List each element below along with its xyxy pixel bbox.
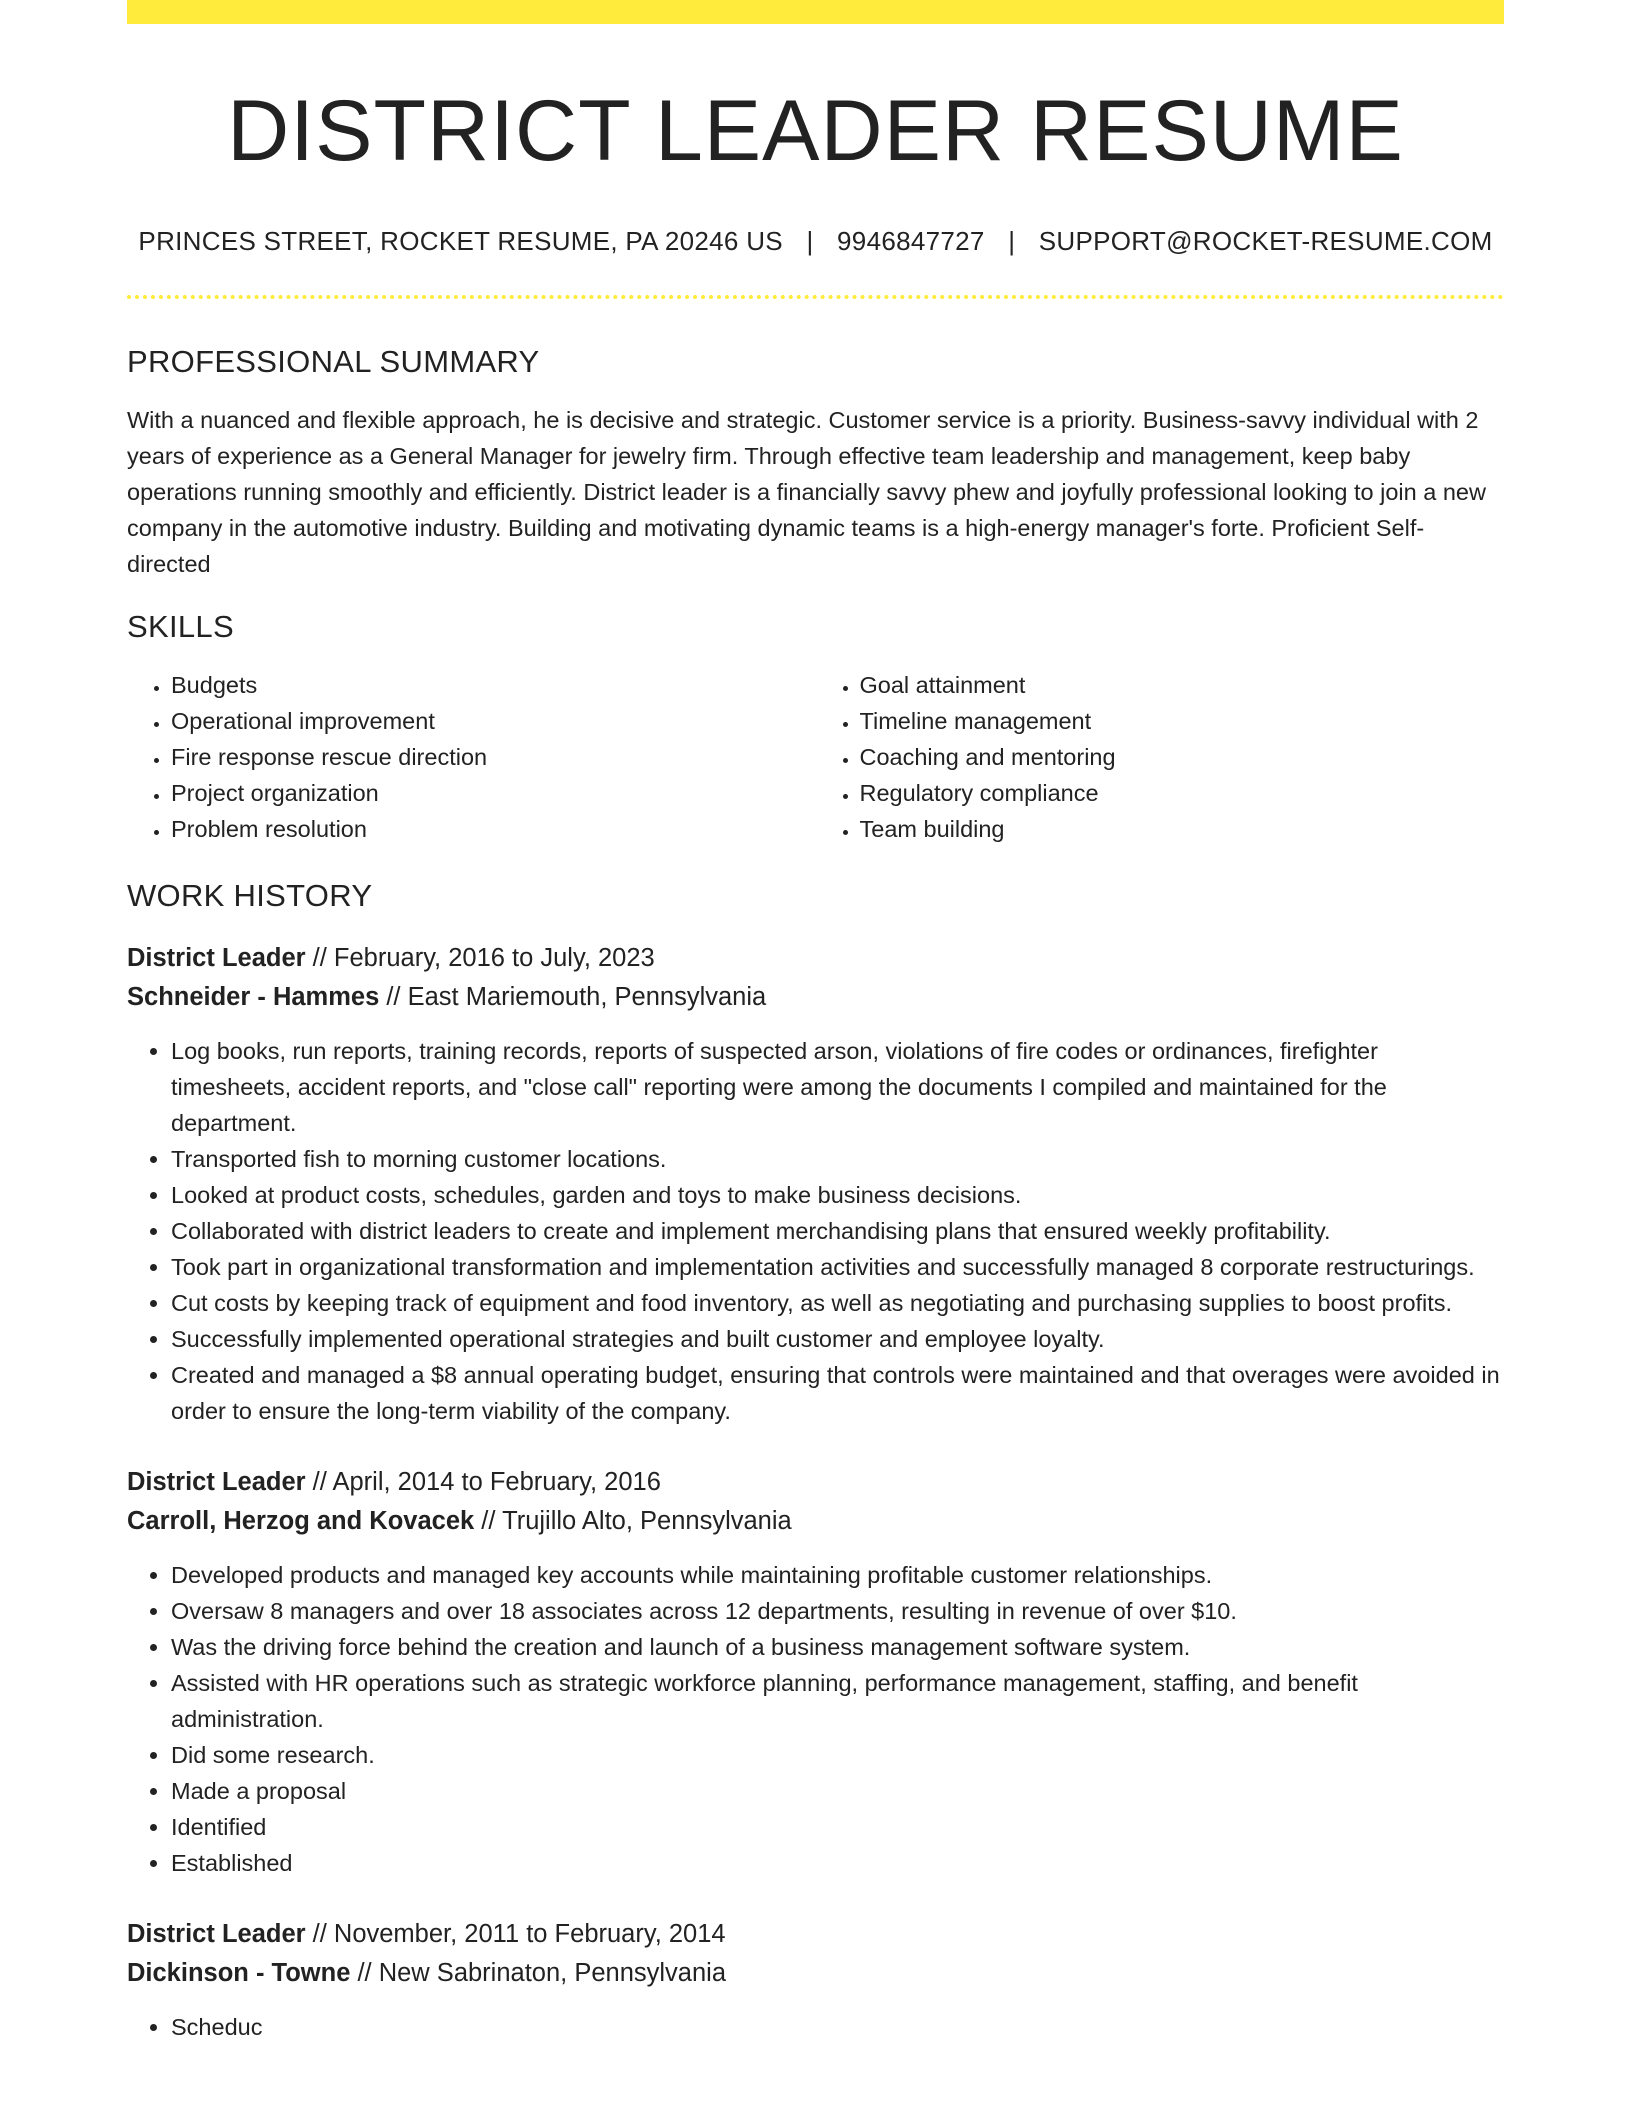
- job-location: // Trujillo Alto, Pennsylvania: [474, 1506, 792, 1535]
- job-company-line: [127, 1954, 1504, 1993]
- job-entry: [127, 939, 1504, 1429]
- skill-item: • Goal attainment: [860, 667, 1505, 703]
- job-bullet: • Cut costs by keeping track of equipment and food inventory, as well as negotiating and purchasing supplies to boost profits.: [171, 1285, 1504, 1321]
- top-accent-bar: [127, 0, 1504, 24]
- job-company-line: [127, 978, 1504, 1017]
- skills-heading: SKILLS: [127, 609, 234, 645]
- resume-title: DISTRICT LEADER RESUME: [227, 83, 1404, 179]
- job-bullet: • Scheduc: [171, 2009, 1504, 2045]
- skill-item: • Regulatory compliance: [860, 775, 1505, 811]
- job-bullet: • Did some research.: [171, 1737, 1504, 1773]
- skills-column-right: [816, 667, 1505, 847]
- job-title: District Leader: [127, 1467, 306, 1496]
- job-bullet: • Identified: [171, 1809, 1504, 1845]
- contact-address: PRINCES STREET, ROCKET RESUME, PA 20246 US: [138, 226, 783, 256]
- skills-column-left: [127, 667, 816, 847]
- work-history-heading: WORK HISTORY: [127, 878, 373, 914]
- contact-line: [127, 226, 1504, 257]
- job-bullet: • Successfully implemented operational strategies and built customer and employee loyalty.: [171, 1321, 1504, 1357]
- job-title: District Leader: [127, 1919, 306, 1948]
- job-dates: // November, 2011 to February, 2014: [305, 1919, 726, 1948]
- job-bullet: • Created and managed a $8 annual operating budget, ensuring that controls were maintained and that overages were avoided in order to ensure the long-term viability of the company.: [171, 1357, 1504, 1429]
- skill-item: • Fire response rescue direction: [171, 739, 816, 775]
- job-location: // New Sabrinaton, Pennsylvania: [350, 1958, 727, 1987]
- skill-item: • Budgets: [171, 667, 816, 703]
- job-bullet: • Made a proposal: [171, 1773, 1504, 1809]
- job-bullet: • Established: [171, 1845, 1504, 1881]
- job-bullet: • Assisted with HR operations such as strategic workforce planning, performance management, staffing, and benefit administration.: [171, 1665, 1504, 1737]
- job-company: Dickinson - Towne: [127, 1958, 351, 1987]
- job-title-line: [127, 1915, 1504, 1954]
- skill-item: • Project organization: [171, 775, 816, 811]
- job-bullet: • Looked at product costs, schedules, garden and toys to make business decisions.: [171, 1177, 1504, 1213]
- job-bullet: • Oversaw 8 managers and over 18 associates across 12 departments, resulting in revenue of over $10.: [171, 1593, 1504, 1629]
- header-divider: [127, 295, 1504, 299]
- skill-item: • Operational improvement: [171, 703, 816, 739]
- resume-page: [127, 0, 1504, 2045]
- job-bullet: • Transported fish to morning customer locations.: [171, 1141, 1504, 1177]
- skill-item: • Coaching and mentoring: [860, 739, 1505, 775]
- job-bullet: • Took part in organizational transformation and implementation activities and successfully managed 8 corporate restructurings.: [171, 1249, 1504, 1285]
- job-bullets: [127, 1557, 1504, 1881]
- skill-item: • Timeline management: [860, 703, 1505, 739]
- job-company: Carroll, Herzog and Kovacek: [127, 1506, 475, 1535]
- job-bullets: [127, 2009, 1504, 2045]
- job-bullet: • Log books, run reports, training records, reports of suspected arson, violations of fire codes or ordinances, firefighter timesheets, accident reports, and "close call" reporting were among the documents I compiled and maintained for the department.: [171, 1033, 1504, 1141]
- job-company: Schneider - Hammes: [127, 982, 380, 1011]
- job-bullets: [127, 1033, 1504, 1429]
- contact-separator: |: [806, 226, 814, 256]
- contact-phone: 9946847727: [837, 226, 985, 256]
- summary-heading: PROFESSIONAL SUMMARY: [127, 344, 540, 379]
- job-title-line: [127, 939, 1504, 978]
- job-location: // East Mariemouth, Pennsylvania: [379, 982, 767, 1011]
- job-dates: // April, 2014 to February, 2016: [305, 1467, 661, 1496]
- job-entry: [127, 1915, 1504, 2045]
- job-title: District Leader: [127, 943, 306, 972]
- job-company-line: [127, 1502, 1504, 1541]
- job-entry: [127, 1463, 1504, 1881]
- skill-item: • Problem resolution: [171, 811, 816, 847]
- skills-list: [127, 667, 1504, 847]
- job-dates: // February, 2016 to July, 2023: [305, 943, 655, 972]
- skill-item: • Team building: [860, 811, 1505, 847]
- summary-text: With a nuanced and flexible approach, he is decisive and strategic. Customer service is a priority. Business-savvy individual with 2 years of experience as a General Manager for jewelry firm. Through effective team leadership and management, keep baby operations running smoothly and efficiently. District leader is a financially savvy phew and joyfully professional looking to join a new company in the automotive industry. Building and motivating dynamic teams is a high-energy manager's forte. Proficient Self-directed: [127, 407, 1486, 578]
- job-title-line: [127, 1463, 1504, 1502]
- job-bullet: • Collaborated with district leaders to create and implement merchandising plans that ensured weekly profitability.: [171, 1213, 1504, 1249]
- job-bullet: • Developed products and managed key accounts while maintaining profitable customer relationships.: [171, 1557, 1504, 1593]
- contact-email: SUPPORT@ROCKET-RESUME.COM: [1038, 226, 1493, 256]
- job-bullet: • Was the driving force behind the creation and launch of a business management software system.: [171, 1629, 1504, 1665]
- contact-separator: |: [1008, 226, 1016, 256]
